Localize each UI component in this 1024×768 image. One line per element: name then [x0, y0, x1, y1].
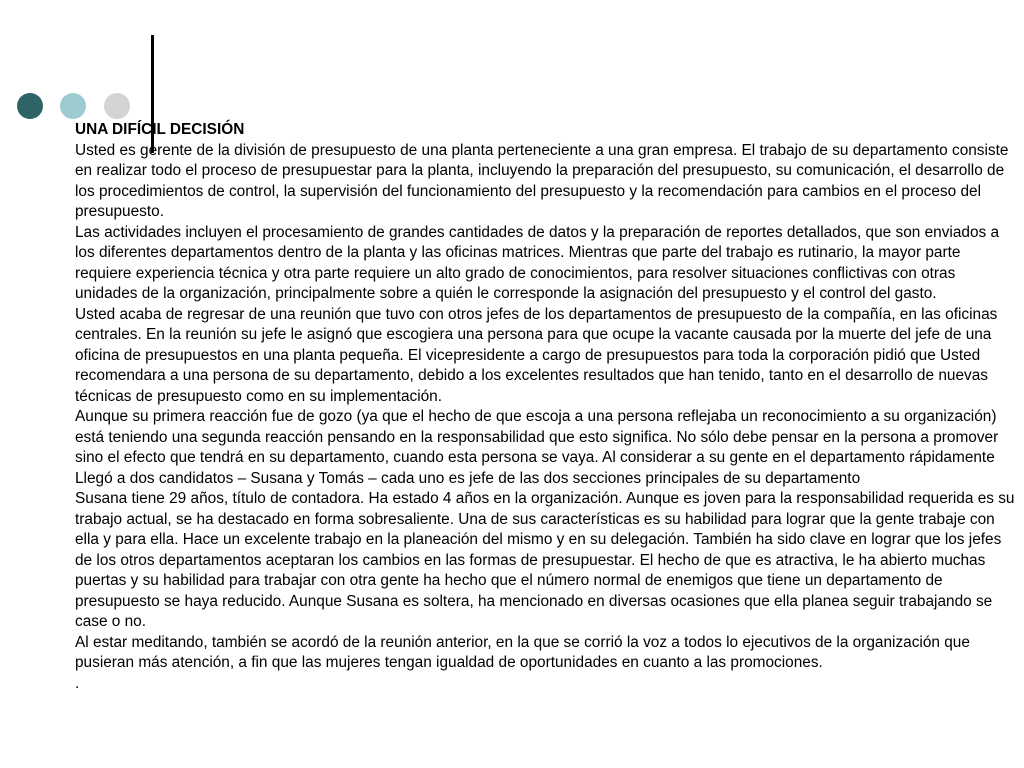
paragraph-1: Usted es gerente de la división de presupuesto de una planta perteneciente a una gran empresa. El trabajo de su departamento consiste en realizar todo el proceso de presupuestar para la planta, incluyendo la preparación del presupuesto, su comunicación, el desarrollo de los procedimientos de control, la supervisión del funcionamiento del presupuesto y la recomendación para cambios en el proceso del presupuesto. [75, 141, 1009, 220]
paragraph-2: Las actividades incluyen el procesamiento de grandes cantidades de datos y la preparación de reportes detallados, que son enviados a los diferentes departamentos dentro de la planta y las oficinas matrices. Mientras que parte del trabajo es rutinario, la mayor parte requiere experiencia técnica y otra parte requiere un alto grado de conocimientos, para resolver situaciones conflictivas con otras unidades de la organización, principalmente sobre a quién le corresponde la asignación del presupuesto y el control del gasto. [75, 223, 1000, 302]
slide-body [75, 120, 1020, 694]
paragraph-3: Usted acaba de regresar de una reunión que tuvo con otros jefes de los departamentos de presupuesto de la compañía, en las oficinas centrales. En la reunión su jefe le asignó que escogiera una persona para que ocupe la vacante causada por la muerte del jefe de una oficina de presupuestos en una planta pequeña. El vicepresidente a cargo de presupuestos para toda la corporación pidió que Usted recomendara a una persona de su departamento, debido a los excelentes resultados que han tenido, tanto en el desarrollo de nuevas técnicas de presupuesto como en su implementación. [75, 305, 998, 405]
paragraph-4: Aunque su primera reacción fue de gozo (ya que el hecho de que escoja a una persona reflejaba un reconocimiento a su organización) está teniendo una segunda reacción pensando en la responsabilidad que esto significa. No sólo debe pensar en la persona a promover sino el efecto que tendrá en su departamento, cuando esta persona se vaya. Al considerar a su gente en el departamento rápidamente Llegó a dos candidatos – Susana y Tomás – cada uno es jefe de las dos secciones principales de su departamento [75, 408, 999, 487]
paragraph-7: . [75, 674, 80, 692]
paragraph-6: Al estar meditando, también se acordó de la reunión anterior, en la que se corrió la voz a todos lo ejecutivos de la organización que pusieran más atención, a fin que las mujeres tengan igualdad de oportunidades en cuanto a las promociones. [75, 633, 970, 671]
paragraph-5: Susana tiene 29 años, título de contadora. Ha estado 4 años en la organización. Aunque es joven para la responsabilidad requerida es su trabajo actual, se ha destacado en forma sobresaliente. Una de sus características es su habilidad para lograr que la gente trabaje con ella y para ella. Hace un excelente trabajo en la planeación del mismo y en su delegación. También ha sido clave en lograr que los jefes de los otros departamentos aceptaran los cambios en las formas de presupuestar. El hecho de que es atractiva, le ha abierto muchas puertas y su habilidad para trabajar con otra gente ha hecho que el número normal de enemigos que tiene un departamento de presupuesto se haya reducido. Aunque Susana es soltera, ha mencionado en diversas ocasiones que ella planea seguir trabajando se case o no. [75, 490, 1015, 630]
decorative-dot-dark [17, 93, 43, 119]
slide-title: UNA DIFÍCIL DECISIÓN [75, 121, 245, 138]
decorative-dot-mid [60, 93, 86, 119]
decorative-dot-light [104, 93, 130, 119]
